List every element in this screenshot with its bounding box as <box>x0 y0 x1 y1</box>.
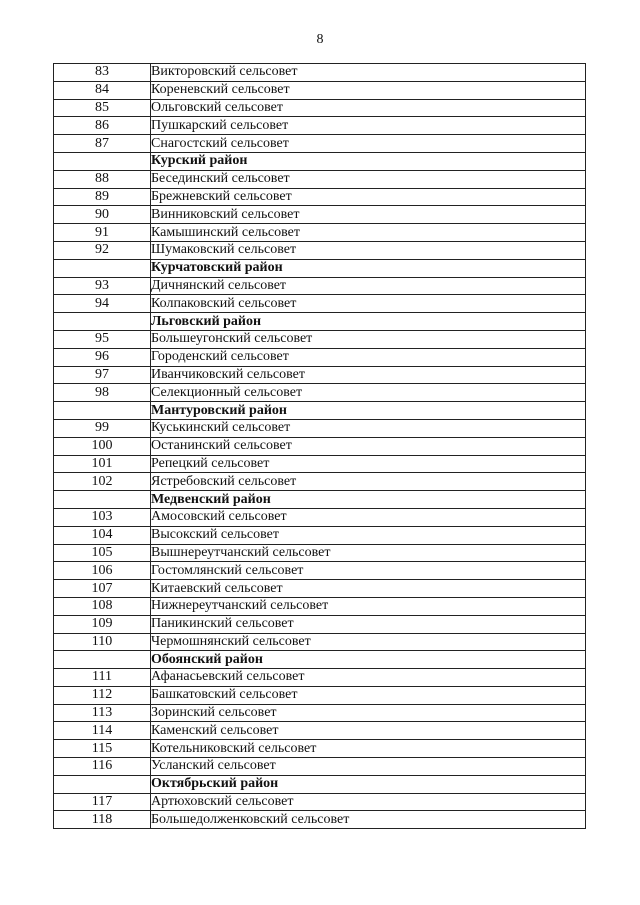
district-header-row <box>54 491 586 509</box>
council-name: Бесединский сельсовет <box>151 170 586 188</box>
table-row <box>54 81 586 99</box>
row-number: 87 <box>54 135 151 153</box>
council-name: Котельниковский сельсовет <box>151 740 586 758</box>
table-row <box>54 473 586 491</box>
table-row <box>54 224 586 242</box>
municipality-table <box>53 63 586 829</box>
council-name: Селекционный сельсовет <box>151 384 586 402</box>
row-number: 94 <box>54 295 151 313</box>
row-number: 88 <box>54 170 151 188</box>
row-number: 84 <box>54 81 151 99</box>
row-number: 89 <box>54 188 151 206</box>
council-name: Усланский сельсовет <box>151 758 586 776</box>
table-row <box>54 562 586 580</box>
row-number: 112 <box>54 686 151 704</box>
table-row <box>54 188 586 206</box>
table-row <box>54 669 586 687</box>
council-name: Большеугонский сельсовет <box>151 330 586 348</box>
row-number: 116 <box>54 758 151 776</box>
row-number: 111 <box>54 669 151 687</box>
row-number: 105 <box>54 544 151 562</box>
table-row <box>54 277 586 295</box>
row-number: 96 <box>54 348 151 366</box>
table-row <box>54 330 586 348</box>
council-name: Иванчиковский сельсовет <box>151 366 586 384</box>
council-name: Вышнереутчанский сельсовет <box>151 544 586 562</box>
table-row <box>54 206 586 224</box>
table-row <box>54 384 586 402</box>
table-row <box>54 241 586 259</box>
row-number: 106 <box>54 562 151 580</box>
row-number: 114 <box>54 722 151 740</box>
council-name: Останинский сельсовет <box>151 437 586 455</box>
table-row <box>54 170 586 188</box>
row-number: 118 <box>54 811 151 829</box>
table-row <box>54 366 586 384</box>
council-name: Зоринский сельсовет <box>151 704 586 722</box>
table-row <box>54 526 586 544</box>
row-number <box>54 491 151 509</box>
council-name: Ольговский сельсовет <box>151 99 586 117</box>
council-name: Камышинский сельсовет <box>151 224 586 242</box>
district-name: Мантуровский район <box>151 402 586 420</box>
row-number: 109 <box>54 615 151 633</box>
row-number: 113 <box>54 704 151 722</box>
district-header-row <box>54 152 586 170</box>
council-name: Репецкий сельсовет <box>151 455 586 473</box>
table-row <box>54 597 586 615</box>
council-name: Куськинский сельсовет <box>151 419 586 437</box>
council-name: Гостомлянский сельсовет <box>151 562 586 580</box>
council-name: Кореневский сельсовет <box>151 81 586 99</box>
table-row <box>54 704 586 722</box>
row-number: 99 <box>54 419 151 437</box>
row-number: 85 <box>54 99 151 117</box>
row-number: 117 <box>54 793 151 811</box>
council-name: Дичнянский сельсовет <box>151 277 586 295</box>
row-number: 90 <box>54 206 151 224</box>
table-row <box>54 348 586 366</box>
district-header-row <box>54 651 586 669</box>
district-name: Курский район <box>151 152 586 170</box>
district-name: Курчатовский район <box>151 259 586 277</box>
row-number: 101 <box>54 455 151 473</box>
council-name: Китаевский сельсовет <box>151 580 586 598</box>
row-number <box>54 775 151 793</box>
council-name: Амосовский сельсовет <box>151 508 586 526</box>
row-number: 103 <box>54 508 151 526</box>
council-name: Шумаковский сельсовет <box>151 241 586 259</box>
table-row <box>54 437 586 455</box>
table-row <box>54 295 586 313</box>
table-row <box>54 508 586 526</box>
council-name: Брежневский сельсовет <box>151 188 586 206</box>
council-name: Афанасьевский сельсовет <box>151 669 586 687</box>
council-name: Паникинский сельсовет <box>151 615 586 633</box>
row-number: 108 <box>54 597 151 615</box>
district-name: Обоянский район <box>151 651 586 669</box>
council-name: Городенский сельсовет <box>151 348 586 366</box>
row-number: 110 <box>54 633 151 651</box>
row-number <box>54 259 151 277</box>
row-number: 104 <box>54 526 151 544</box>
row-number: 115 <box>54 740 151 758</box>
row-number: 97 <box>54 366 151 384</box>
table-row <box>54 615 586 633</box>
row-number: 107 <box>54 580 151 598</box>
table-row <box>54 99 586 117</box>
row-number <box>54 651 151 669</box>
district-header-row <box>54 775 586 793</box>
row-number: 91 <box>54 224 151 242</box>
row-number: 86 <box>54 117 151 135</box>
row-number: 83 <box>54 64 151 82</box>
council-name: Артюховский сельсовет <box>151 793 586 811</box>
row-number: 100 <box>54 437 151 455</box>
table-row <box>54 722 586 740</box>
district-header-row <box>54 313 586 331</box>
table-row <box>54 633 586 651</box>
council-name: Большедолженковский сельсовет <box>151 811 586 829</box>
table-row <box>54 758 586 776</box>
council-name: Ястребовский сельсовет <box>151 473 586 491</box>
district-header-row <box>54 402 586 420</box>
table-row <box>54 544 586 562</box>
council-name: Пушкарский сельсовет <box>151 117 586 135</box>
row-number <box>54 313 151 331</box>
district-name: Медвенский район <box>151 491 586 509</box>
table-row <box>54 740 586 758</box>
council-name: Каменский сельсовет <box>151 722 586 740</box>
table-row <box>54 580 586 598</box>
table-body <box>54 64 586 829</box>
council-name: Башкатовский сельсовет <box>151 686 586 704</box>
table-row <box>54 793 586 811</box>
council-name: Нижнереутчанский сельсовет <box>151 597 586 615</box>
row-number: 98 <box>54 384 151 402</box>
row-number: 92 <box>54 241 151 259</box>
district-header-row <box>54 259 586 277</box>
council-name: Колпаковский сельсовет <box>151 295 586 313</box>
council-name: Винниковский сельсовет <box>151 206 586 224</box>
row-number: 95 <box>54 330 151 348</box>
table-row <box>54 64 586 82</box>
table-row <box>54 117 586 135</box>
table-row <box>54 135 586 153</box>
row-number <box>54 402 151 420</box>
council-name: Викторовский сельсовет <box>151 64 586 82</box>
table-row <box>54 686 586 704</box>
council-name: Снагостский сельсовет <box>151 135 586 153</box>
row-number: 102 <box>54 473 151 491</box>
council-name: Высокский сельсовет <box>151 526 586 544</box>
table-row <box>54 419 586 437</box>
table-row <box>54 455 586 473</box>
row-number: 93 <box>54 277 151 295</box>
council-name: Чермошнянский сельсовет <box>151 633 586 651</box>
district-name: Льговский район <box>151 313 586 331</box>
page-number: 8 <box>316 32 324 47</box>
row-number <box>54 152 151 170</box>
table-row <box>54 811 586 829</box>
district-name: Октябрьский район <box>151 775 586 793</box>
